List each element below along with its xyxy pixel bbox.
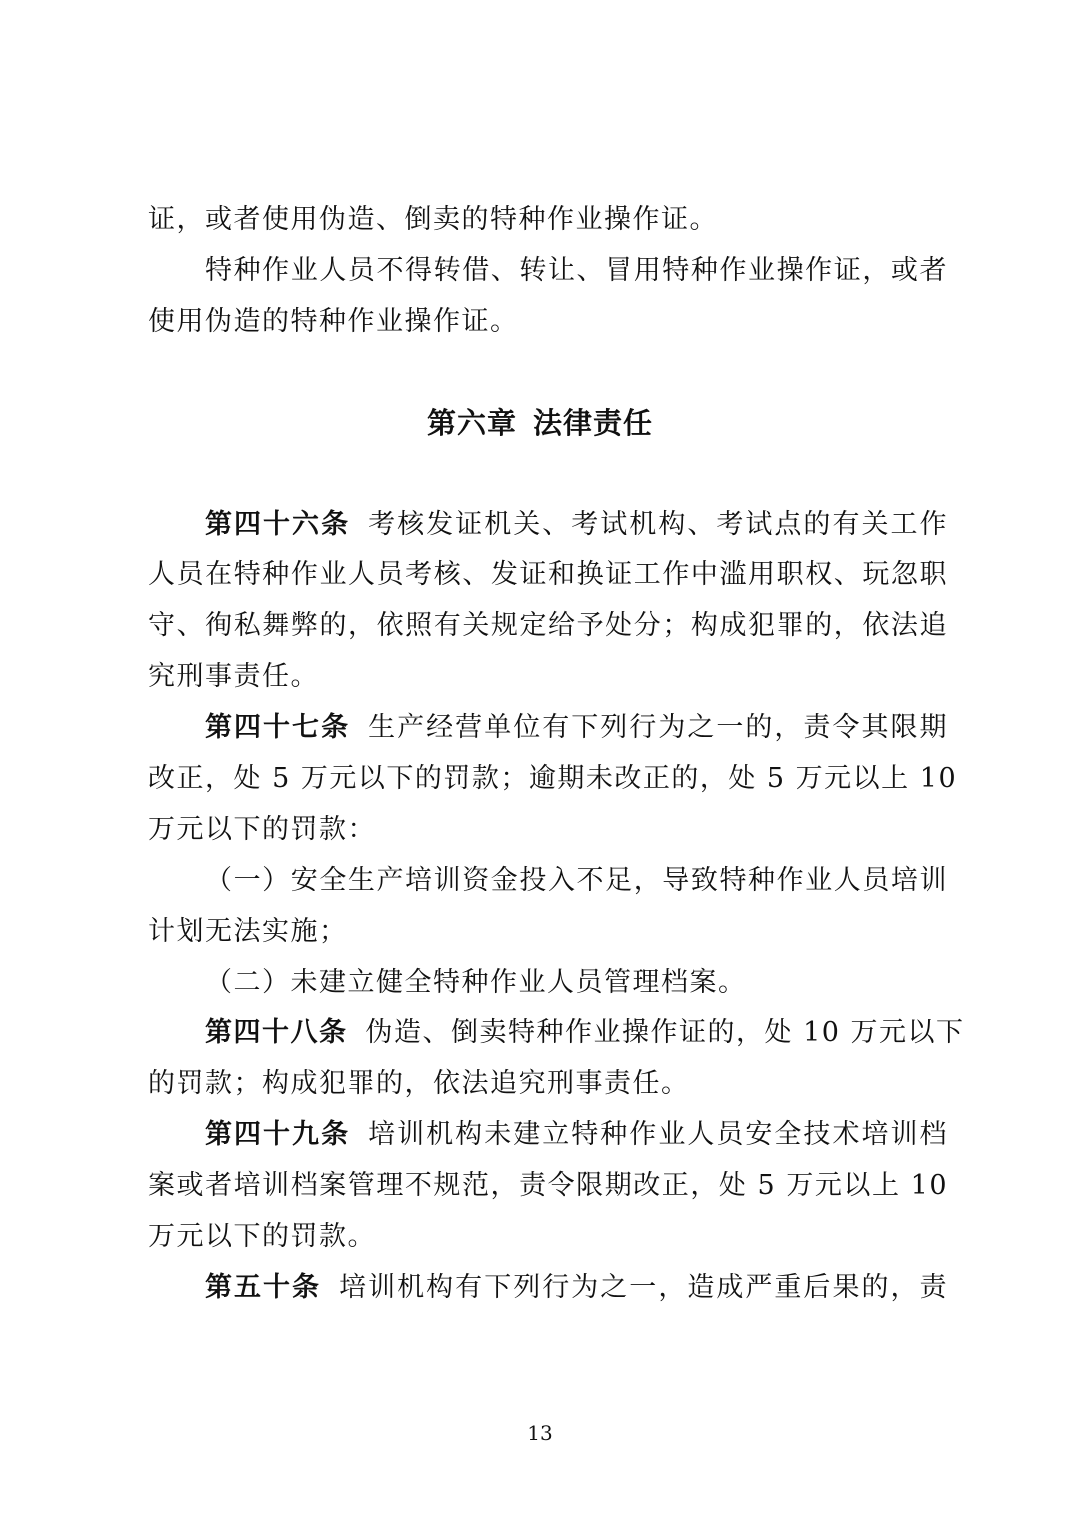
page-number: 13 xyxy=(527,1421,553,1445)
article-50-first-line xyxy=(205,1270,948,1306)
body-line: 使用伪造的特种作业操作证。 xyxy=(148,306,519,337)
article-49-first-line xyxy=(205,1117,948,1153)
article-text: 培训机构有下列行为之一，造成严重后果的，责 xyxy=(339,1272,949,1303)
chapter-number: 第六章 xyxy=(426,406,517,440)
article-label: 第五十条 xyxy=(205,1272,322,1303)
article-label: 第四十六条 xyxy=(205,509,351,540)
list-item: （一）安全生产培训资金投入不足，导致特种作业人员培训 xyxy=(205,865,948,896)
body-line: 究刑事责任。 xyxy=(148,661,319,692)
body-line: 案或者培训档案管理不规范，责令限期改正，处 5 万元以上 10 xyxy=(148,1170,948,1201)
article-label: 第四十七条 xyxy=(205,712,351,743)
article-text: 培训机构未建立特种作业人员安全技术培训档 xyxy=(368,1119,949,1150)
body-line: 特种作业人员不得转借、转让、冒用特种作业操作证，或者 xyxy=(205,255,948,286)
chapter-heading xyxy=(0,404,1080,442)
list-item: （二）未建立健全特种作业人员管理档案。 xyxy=(205,967,747,998)
body-line: 人员在特种作业人员考核、发证和换证工作中滥用职权、玩忽职 xyxy=(148,559,948,590)
article-48-first-line xyxy=(205,1015,965,1051)
list-item-continuation: 计划无法实施； xyxy=(148,916,348,947)
body-line: 守、徇私舞弊的，依照有关规定给予处分；构成犯罪的，依法追 xyxy=(148,610,948,641)
article-text: 考核发证机关、考试机构、考试点的有关工作 xyxy=(368,509,949,540)
body-line: 证，或者使用伪造、倒卖的特种作业操作证。 xyxy=(148,204,718,235)
article-47-first-line xyxy=(205,710,948,746)
body-line: 改正，处 5 万元以下的罚款；逾期未改正的，处 5 万元以上 10 xyxy=(148,763,958,794)
article-label: 第四十九条 xyxy=(205,1119,351,1150)
article-text: 生产经营单位有下列行为之一的，责令其限期 xyxy=(368,712,949,743)
article-label: 第四十八条 xyxy=(205,1017,348,1048)
article-46-first-line xyxy=(205,507,948,543)
body-line: 万元以下的罚款。 xyxy=(148,1221,376,1252)
body-line: 万元以下的罚款： xyxy=(148,814,376,845)
article-text: 伪造、倒卖特种作业操作证的，处 10 万元以下 xyxy=(365,1017,965,1048)
chapter-title: 法律责任 xyxy=(533,406,654,440)
body-line: 的罚款；构成犯罪的，依法追究刑事责任。 xyxy=(148,1068,690,1099)
